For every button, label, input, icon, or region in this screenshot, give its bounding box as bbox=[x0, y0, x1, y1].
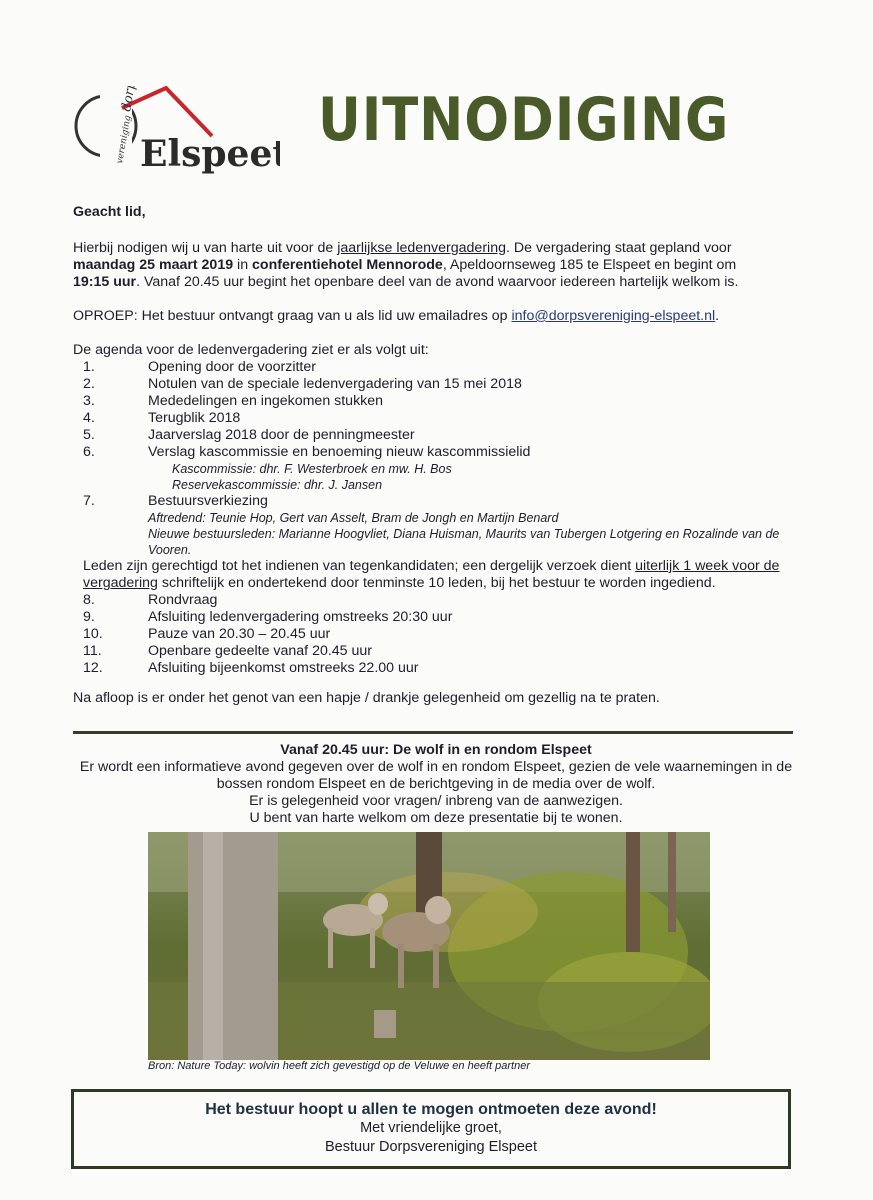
email-link[interactable]: info@dorpsvereniging-elspeet.nl bbox=[511, 308, 716, 324]
aftredend: Aftredend: Teunie Hop, Gert van Asselt, Bram de Jongh en Martijn Benard bbox=[148, 511, 559, 525]
logo-arc-bottom: vereniging bbox=[115, 114, 134, 165]
footer-box bbox=[71, 1089, 791, 1169]
oproep: OPROEP: Het bestuur ontvangt graag van u als lid uw emailadres op info@dorpsvereniging-elspeet.nl. bbox=[73, 308, 720, 324]
logo-arc-top: dorps bbox=[119, 86, 141, 113]
footer-heading: Het bestuur hoopt u allen te mogen ontmoeten deze avond! bbox=[205, 1101, 657, 1118]
wolf-text-1: Er wordt een informatieve avond gegeven over de wolf in en rondom Elspeet, gezien de vele waarnemingen in de bbox=[79, 759, 793, 775]
wolf-text-2: bossen rondom Elspeet en de berichtgeving in de media over de wolf. bbox=[216, 776, 656, 792]
list-item: 4. Terugblik 2018 bbox=[83, 410, 241, 426]
leden-note: Leden zijn gerechtigd tot het indienen van tegenkandidaten; een dergelijk verzoek dient uiterlijk 1 week voor de vergadering schriftelijk en ondertekend door tenminste 10 leden, bij het bestuur te worden ingediend. bbox=[83, 558, 780, 591]
logo-graphic bbox=[70, 86, 280, 176]
logo bbox=[70, 86, 280, 176]
page-title: UITNODIGING bbox=[318, 85, 730, 155]
salutation: Geacht lid, bbox=[73, 204, 146, 220]
wolf-photo bbox=[148, 832, 710, 1060]
meeting-time: 19:15 uur bbox=[73, 274, 137, 290]
list-item: 9. Afsluiting ledenvergadering omstreeks 20:30 uur bbox=[83, 609, 453, 625]
logo-word: Elspeet bbox=[140, 133, 280, 175]
divider bbox=[73, 731, 793, 734]
footer-greeting: Met vriendelijke groet, bbox=[360, 1120, 502, 1136]
list-item: 7. Bestuursverkiezing bbox=[83, 493, 268, 509]
wolf-heading: Vanaf 20.45 uur: De wolf in en rondom Elspeet bbox=[280, 742, 592, 758]
agenda-intro: De agenda voor de ledenvergadering ziet er als volgt uit: bbox=[73, 342, 429, 358]
meeting-link-text: jaarlijkse ledenvergadering bbox=[337, 240, 506, 256]
photo-caption: Bron: Nature Today: wolvin heeft zich gevestigd op de Veluwe en heeft partner bbox=[148, 1060, 530, 1072]
list-item: 6. Verslag kascommissie en benoeming nieuw kascommissielid bbox=[83, 444, 531, 460]
list-item: 1. Opening door de voorzitter bbox=[83, 359, 316, 375]
list-item: 2. Notulen van de speciale ledenvergadering van 15 mei 2018 bbox=[83, 376, 522, 392]
wolf-section bbox=[73, 742, 799, 827]
reservekascommissie: Reservekascommissie: dhr. J. Jansen bbox=[172, 478, 383, 492]
nieuwe-bestuursleden: Nieuwe bestuursleden: Marianne Hoogvliet, Diana Huisman, Maurits van Tubergen Lotgering en Rozalinde van de Vooren. bbox=[148, 527, 780, 557]
wolf-text-3: Er is gelegenheid voor vragen/ inbreng van de aanwezigen. bbox=[249, 793, 623, 809]
afloop-text: Na afloop is er onder het genot van een hapje / drankje gelegenheid om gezellig na te praten. bbox=[73, 690, 660, 706]
list-item: 8. Rondvraag bbox=[83, 592, 218, 608]
meeting-venue: conferentiehotel Mennorode bbox=[252, 257, 443, 273]
kascommissie: Kascommissie: dhr. F. Westerbroek en mw. H. Bos bbox=[172, 462, 452, 476]
meeting-date: maandag 25 maart 2019 bbox=[73, 257, 234, 273]
intro-paragraph: Hierbij nodigen wij u van harte uit voor de jaarlijkse ledenvergadering. De vergadering staat gepland voor maandag 25 maart 2019 in conferentiehotel Mennorode, Apeldoornseweg 185 te Elspeet en begint om 19:15 uur. Vanaf 20.45 uur begint het openbare deel van de avond waarvoor iedereen hartelijk welkom is. bbox=[73, 240, 739, 290]
list-item: 10. Pauze van 20.30 – 20.45 uur bbox=[83, 626, 331, 642]
list-item: 11. Openbare gedeelte vanaf 20.45 uur bbox=[83, 643, 373, 659]
wolf-text-4: U bent van harte welkom om deze presentatie bij te wonen. bbox=[249, 810, 623, 826]
list-item: 3. Mededelingen en ingekomen stukken bbox=[83, 393, 384, 409]
footer-signature: Bestuur Dorpsvereniging Elspeet bbox=[325, 1139, 537, 1155]
agenda-list bbox=[73, 359, 793, 677]
list-item: 12. Afsluiting bijeenkomst omstreeks 22.00 uur bbox=[83, 660, 419, 676]
list-item: 5. Jaarverslag 2018 door de penningmeester bbox=[83, 427, 415, 443]
